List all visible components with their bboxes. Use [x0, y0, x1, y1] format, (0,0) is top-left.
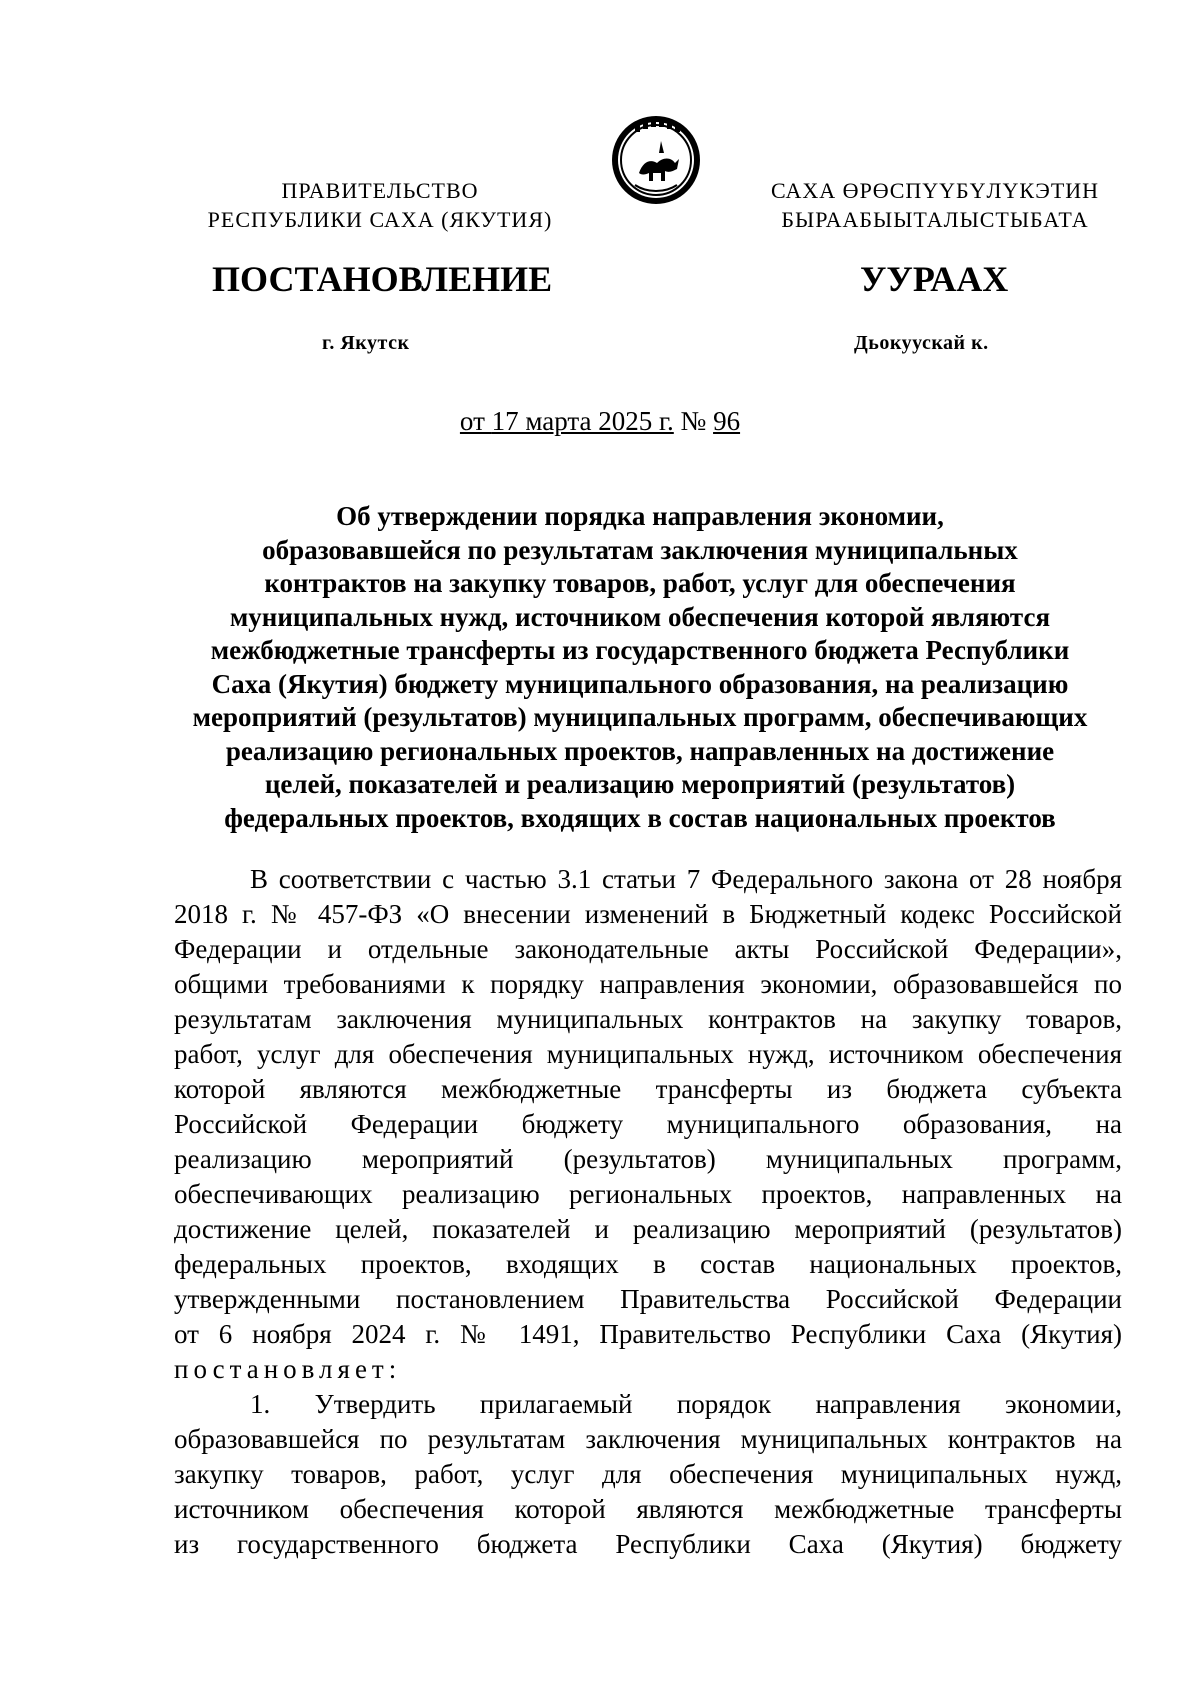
right-org-line2: БЫРААБЫЫТАЛЫСТЫБАТА — [781, 207, 1089, 232]
left-org-line2: РЕСПУБЛИКИ САХА (ЯКУТИЯ) — [207, 207, 553, 232]
left-org-line1: ПРАВИТЕЛЬСТВО — [281, 178, 479, 203]
coat-of-arms-emblem-icon — [609, 113, 703, 207]
body-line-resolves: постановляет: — [174, 1354, 402, 1384]
body-line: Российской Федерации бюджету муниципального образования, на — [174, 1109, 1122, 1139]
date-prefix: от — [459, 406, 492, 436]
body-line: утвержденными постановлением Правительства Российской Федерации — [174, 1284, 1122, 1314]
title-line: межбюджетные трансферты из государственного бюджета Республики — [210, 635, 1070, 665]
document-type-sakha: УУРААХ — [860, 259, 1009, 299]
body-line: образовавшейся по результатам заключения муниципальных контрактов на — [174, 1424, 1122, 1454]
body-line: общими требованиями к порядку направления экономии, образовавшейся по — [174, 969, 1122, 999]
body-line: В соответствии с частью 3.1 статьи 7 Федерального закона от 28 ноября — [250, 864, 1122, 894]
body-line: достижение целей, показателей и реализацию мероприятий (результатов) — [174, 1214, 1122, 1244]
body-line-item-1: 1. Утвердить прилагаемый порядок направления экономии, — [250, 1389, 1122, 1419]
title-line: реализацию региональных проектов, направленных на достижение — [225, 735, 1055, 766]
body-line: обеспечивающих реализацию региональных проектов, направленных на — [174, 1179, 1122, 1209]
title-line: целей, показателей и реализацию мероприятий (результатов) — [264, 769, 1016, 799]
body-line: 2018 г. № 457-ФЗ «О внесении изменений в Бюджетный кодекс Российской — [174, 899, 1122, 929]
right-organization-name — [745, 176, 1125, 234]
document-title — [160, 500, 1120, 835]
title-line: муниципальных нужд, источником обеспечения которой являются — [229, 601, 1051, 632]
body-line: федеральных проектов, входящих в состав национальных проектов, — [174, 1249, 1122, 1279]
title-line: контрактов на закупку товаров, работ, услуг для обеспечения — [264, 568, 1016, 598]
document-number: 96 — [713, 406, 741, 436]
body-line: реализацию мероприятий (результатов) муниципальных программ, — [174, 1144, 1122, 1174]
city-ru: г. Якутск — [322, 332, 410, 354]
body-line: работ, услуг для обеспечения муниципальных нужд, источником обеспечения — [174, 1039, 1122, 1069]
document-date-number — [0, 406, 1200, 437]
body-line: источником обеспечения которой являются межбюджетные трансферты — [174, 1494, 1122, 1524]
document-body — [174, 862, 1122, 1562]
number-sign: № — [673, 406, 714, 436]
title-line: мероприятий (результатов) муниципальных программ, обеспечивающих — [192, 702, 1088, 732]
title-line: образовавшейся по результатам заключения муниципальных — [262, 534, 1018, 565]
body-line: результатам заключения муниципальных контрактов на закупку товаров, — [174, 1004, 1122, 1034]
title-line: федеральных проектов, входящих в состав национальных проектов — [224, 802, 1056, 833]
title-line: Об утверждении порядка направления экономии, — [336, 501, 944, 531]
city-sakha: Дьокуускай к. — [854, 332, 989, 354]
left-organization-name — [180, 176, 580, 234]
right-org-line1: САХА ӨРӨСПҮҮБҮЛҮКЭТИН — [770, 178, 1100, 203]
body-line: из государственного бюджета Республики Саха (Якутия) бюджету — [174, 1529, 1122, 1559]
document-date: 17 марта 2025 г. — [491, 406, 674, 436]
title-line: Саха (Якутия) бюджету муниципального образования, на реализацию — [211, 668, 1069, 699]
body-line: от 6 ноября 2024 г. № 1491, Правительство Республики Саха (Якутия) — [174, 1319, 1122, 1349]
body-line: закупку товаров, работ, услуг для обеспечения муниципальных нужд, — [174, 1459, 1122, 1489]
body-line: Федерации и отдельные законодательные акты Российской Федерации», — [174, 934, 1122, 964]
body-line: которой являются межбюджетные трансферты из бюджета субъекта — [174, 1074, 1122, 1104]
document-type-ru: ПОСТАНОВЛЕНИЕ — [212, 259, 553, 299]
